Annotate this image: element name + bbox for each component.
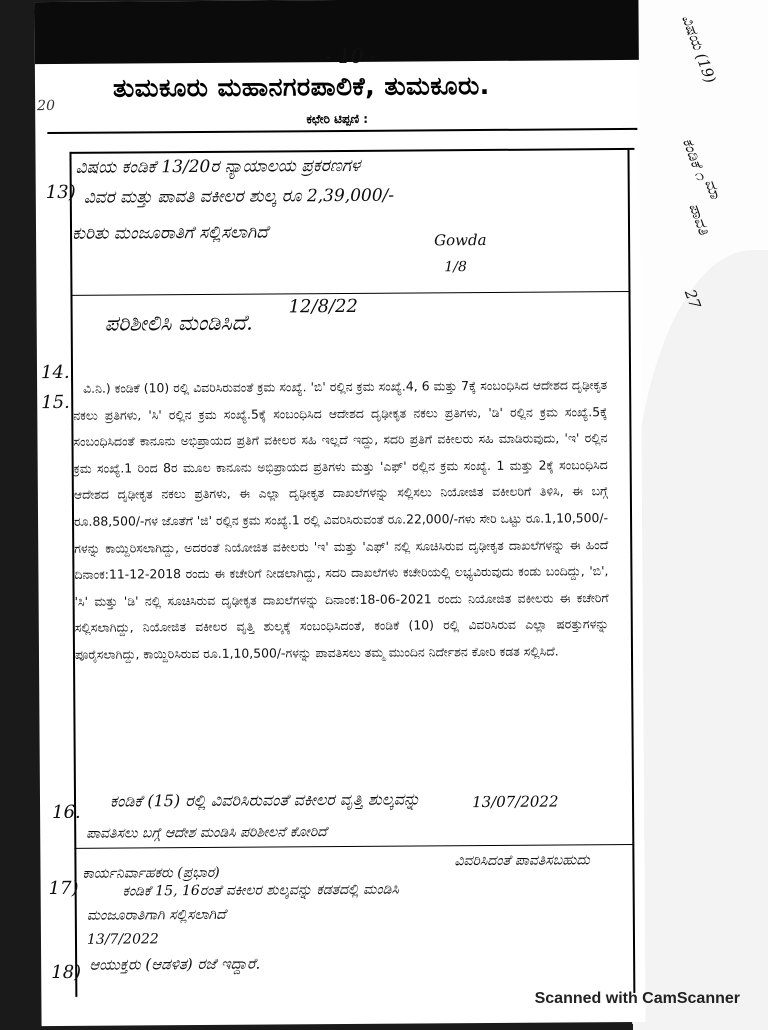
entry-13-line2: ವಿವರ ಮತ್ತು ಪಾವತಿ ವಕೀಲರ ಶುಲ್ಕ ರೂ 2,39,000/- bbox=[83, 185, 395, 208]
entry-18-text: ಆಯುಕ್ತರು (ಆಡಳಿತ) ರಜೆ ಇದ್ದಾರೆ. bbox=[89, 954, 261, 974]
entry-13-line3: ಕುರಿತು ಮಂಜೂರಾತಿಗೆ ಸಲ್ಲಿಸಲಾಗಿದೆ bbox=[71, 222, 269, 244]
entry-number: 13) bbox=[45, 181, 76, 204]
entry-16-date: 13/07/2022 bbox=[471, 792, 559, 812]
entry-17-line1: ಕಾರ್ಯನಿರ್ವಾಹಕರು (ಪ್ರಭಾರ) bbox=[82, 864, 220, 882]
right-page-scribble: ಪಾವತಿ bbox=[685, 200, 714, 238]
entry-17-line1b: ವಿವರಿಸಿದಂತೆ ಪಾವತಿಸಬಹುದು bbox=[454, 852, 590, 870]
entry-13-date: 1/8 bbox=[444, 259, 467, 276]
entry-number: 14. bbox=[40, 361, 70, 384]
entry-divider bbox=[74, 844, 634, 849]
entry-17-line3: ಮಂಜೂರಾತಿಗಾಗಿ ಸಲ್ಲಿಸಲಾಗಿದೆ bbox=[86, 906, 226, 924]
entry-17-date: 13/7/2022 bbox=[86, 931, 159, 948]
right-page-scribble: 27 bbox=[680, 286, 705, 312]
entry-number: 18) bbox=[51, 961, 82, 984]
entry-14-date: 12/8/22 bbox=[288, 295, 359, 318]
entry-14-text: ಪರಿಶೀಲಿಸಿ ಮಂಡಿಸಿದೆ. bbox=[104, 310, 253, 336]
note-sheet bbox=[34, 0, 645, 1026]
entry-13-signature: Gowda bbox=[434, 230, 487, 250]
entry-number: 17) bbox=[48, 877, 79, 900]
scanner-watermark: Scanned with CamScanner bbox=[534, 990, 740, 1007]
margin-mark: 20 bbox=[37, 97, 56, 115]
adjacent-page bbox=[632, 0, 768, 1024]
entry-16-line2: ಪಾವತಿಸಲು ಬಗ್ಗೆ ಆದೇಶ ಮಂಡಿಸಿ ಪರಿಶೀಲನೆ ಕೋರಿದೆ bbox=[86, 824, 327, 842]
entry-15-paragraph: ವಿ.ನಿ.) ಕಂಡಿಕೆ (10) ರಲ್ಲಿ ವಿವರಿಸಿರುವಂತೆ ಕ್ರಮ ಸಂಖ್ಯೆ. 'ಬಿ' ರಲ್ಲಿನ ಕ್ರಮ ಸಂಖ್ಯೆ.4, 6 ಮತ್ತು 7ಕ್ಕೆ ಸಂಬಂಧಿಸಿದ ಆದೇಶದ ದೃಢೀಕೃತ ನಕಲು ಪ್ರತಿಗಳು, 'ಸಿ' ರಲ್ಲಿನ ಕ್ರಮ ಸಂಖ್ಯೆ.5ಕ್ಕೆ ಸಂಬಂಧಿಸಿದ ಆದೇಶದ ದೃಢೀಕೃತ ನಕಲು ಪ್ರತಿಗಳು, 'ಡಿ' ರಲ್ಲಿನ ಕ್ರಮ ಸಂಖ್ಯೆ.5ಕ್ಕೆ ಸಂಬಂಧಿಸಿದಂತೆ ಕಾನೂನು ಅಭಿಪ್ರಾಯದ ಪ್ರತಿಗೆ ವಕೀಲರ ಸಹಿ ಇಲ್ಲದೆ ಇದ್ದು, ಸದರಿ ಪ್ರತಿಗೆ ವಕೀಲರು ಸಹಿ ಮಾಡಿರುವುದು, 'ಇ' ರಲ್ಲಿನ ಕ್ರಮ ಸಂಖ್ಯೆ.1 ರಿಂದ 8ರ ಮೂಲ ಕಾನೂನು ಅಭಿಪ್ರಾಯದ ಪ್ರತಿಗಳು ಮತ್ತು 'ಎಫ್' ರಲ್ಲಿನ ಕ್ರಮ ಸಂಖ್ಯೆ. 1 ಮತ್ತು 2ಕ್ಕೆ ಸಂಬಂಧಿಸಿದ ಆದೇಶದ ದೃಢೀಕೃತ ನಕಲು ಪ್ರತಿಗಳು, ಈ ಎಲ್ಲಾ ದೃಢೀಕೃತ ದಾಖಲೆಗಳನ್ನು ಸಲ್ಲಿಸಲು ನಿಯೋಜಿತ ವಕೀಲರಿಗೆ ತಿಳಿಸಿ, ಈ ಬಗ್ಗೆ ರೂ.88,500/-ಗಳ ಜೊತೆಗೆ 'ಜಿ' ರಲ್ಲಿನ ಕ್ರಮ ಸಂಖ್ಯೆ.1 ರಲ್ಲಿ ವಿವರಿಸಿರುವಂತೆ ರೂ.22,000/-ಗಳು ಸೇರಿ ಒಟ್ಟು ರೂ.1,10,500/-ಗಳನ್ನು ಕಾಯ್ದಿರಿಸಲಾಗಿದ್ದು, ಅದರಂತೆ ನಿಯೋಜಿತ ವಕೀಲರು 'ಇ' ಮತ್ತು 'ಎಫ್' ನಲ್ಲಿ ಸೂಚಿಸಿರುವ ದೃಢೀಕೃತ ದಾಖಲೆಗಳನ್ನು ಈ ಹಿಂದೆ ದಿನಾಂಕ:11-12-2018 ರಂದು ಈ ಕಚೇರಿಗೆ ನೀಡಲಾಗಿದ್ದು, ಸದರಿ ದಾಖಲೆಗಳು ಕಚೇರಿಯಲ್ಲಿ ಲಭ್ಯವಿರುವುದು ಕಂಡು ಬಂದಿದ್ದು, 'ಬಿ', 'ಸಿ' ಮತ್ತು 'ಡಿ' ನಲ್ಲಿ ಸೂಚಿಸಿರುವ ದೃಢೀಕೃತ ದಾಖಲೆಗಳನ್ನು ದಿನಾಂಕ:18-06-2021 ರಂದು ನಿಯೋಜಿತ ವಕೀಲರು ಈ ಕಚೇರಿಗೆ ಸಲ್ಲಿಸಲಾಗಿದ್ದು, ನಿಯೋಜಿತ ವಕೀಲರ ವೃತ್ತಿ ಶುಲ್ಕಕ್ಕೆ ಸಂಬಂಧಿಸಿದಂತೆ, ಕಂಡಿಕೆ (10) ರಲ್ಲಿ ವಿವರಿಸಿರುವ ಎಲ್ಲಾ ಷರತ್ತುಗಳನ್ನು ಪೂರೈಸಲಾಗಿದ್ದು, ಕಾಯ್ದಿರಿಸಿರುವ ರೂ.1,10,500/-ಗಳನ್ನು ಪಾವತಿಸಲು ತಮ್ಮ ಮುಂದಿನ ನಿರ್ದೇಶನ ಕೋರಿ ಕಡತ ಸಲ್ಲಿಸಿದೆ. bbox=[73, 377, 609, 662]
entry-15-body bbox=[73, 372, 609, 668]
page-subtitle: ಕಛೇರಿ ಟಿಪ್ಪಣಿ : bbox=[306, 111, 369, 127]
right-page-scribble: ವಿಷಯ (19) bbox=[678, 12, 720, 86]
entry-16-line1: ಕಂಡಿಕೆ (15) ರಲ್ಲಿ ವಿವರಿಸಿರುವಂತೆ ವಕೀಲರ ವೃತ್ತಿ ಶುಲ್ಕವನ್ನು bbox=[109, 789, 421, 811]
right-page-scribble: ಕಂಡಿಕೆ ೧ bbox=[678, 135, 711, 183]
page-curl-shadow bbox=[633, 250, 768, 1030]
right-margin-line bbox=[627, 148, 635, 993]
entry-number: 16. bbox=[52, 801, 81, 824]
right-page-scribble: ಮಾ bbox=[700, 176, 725, 202]
page-title: ತುಮಕೂರು ಮಹಾನಗರಪಾಲಿಕೆ, ತುಮಕೂರು. bbox=[112, 70, 490, 103]
entry-number: 15. bbox=[41, 391, 70, 414]
entry-17-line2: ಕಂಡಿಕೆ 15, 16ರಂತೆ ವಕೀಲರ ಶುಲ್ಕವನ್ನು ಕಡತದಲ್ಲಿ ಮಂಡಿಸಿ bbox=[122, 881, 399, 900]
header-rule bbox=[47, 128, 637, 134]
page-number: - 10 - bbox=[324, 43, 377, 69]
header-rule-2 bbox=[69, 148, 634, 154]
entry-13-line1: ವಿಷಯ ಕಂಡಿಕೆ 13/20ರ ನ್ಯಾಯಾಲಯ ಪ್ರಕರಣಗಳ bbox=[75, 155, 361, 178]
